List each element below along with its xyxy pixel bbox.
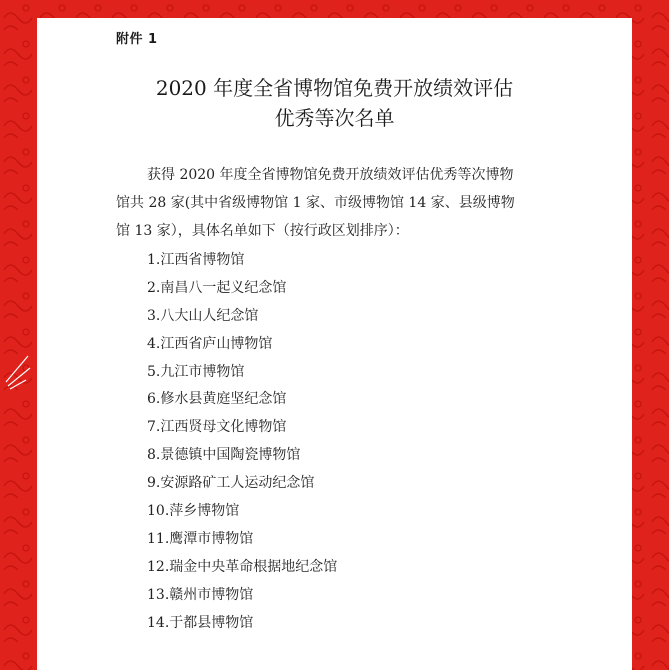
list-item: 14.于都县博物馆 bbox=[147, 614, 254, 631]
intro-paragraph-line2: 馆共 28 家(其中省级博物馆 1 家、市级博物馆 14 家、县级博物 bbox=[116, 195, 515, 211]
list-item: 7.江西贤母文化博物馆 bbox=[147, 419, 287, 436]
list-item: 6.修水县黄庭坚纪念馆 bbox=[147, 391, 287, 408]
list-item: 1.江西省博物馆 bbox=[147, 252, 245, 268]
list-item: 8.景德镇中国陶瓷博物馆 bbox=[147, 447, 301, 464]
list-item: 2.南昌八一起义纪念馆 bbox=[147, 279, 287, 296]
document-title-line1: 2020 年度全省博物馆免费开放绩效评估 bbox=[155, 76, 514, 100]
list-item: 3.八大山人纪念馆 bbox=[147, 307, 259, 324]
intro-paragraph-line3: 馆 13 家），具体名单如下（按行政区划排序）： bbox=[116, 223, 409, 239]
document-page bbox=[37, 18, 632, 670]
attachment-label: 附件 1 bbox=[116, 32, 158, 47]
list-item: 9.安源路矿工人运动纪念馆 bbox=[147, 475, 315, 492]
list-item: 13.赣州市博物馆 bbox=[147, 586, 254, 603]
museum-list bbox=[147, 247, 337, 637]
list-item: 11.鹰潭市博物馆 bbox=[147, 530, 254, 547]
firework-lines-decoration bbox=[4, 352, 34, 392]
list-item: 5.九江市博物馆 bbox=[147, 363, 245, 380]
document-title-line2: 优秀等次名单 bbox=[274, 106, 395, 130]
list-item: 10.萍乡博物馆 bbox=[147, 503, 240, 520]
list-item: 4.江西省庐山博物馆 bbox=[147, 335, 273, 352]
intro-paragraph-line1: 获得 2020 年度全省博物馆免费开放绩效评估优秀等次博物 bbox=[147, 167, 514, 183]
list-item: 12.瑞金中央革命根据地纪念馆 bbox=[147, 558, 338, 575]
